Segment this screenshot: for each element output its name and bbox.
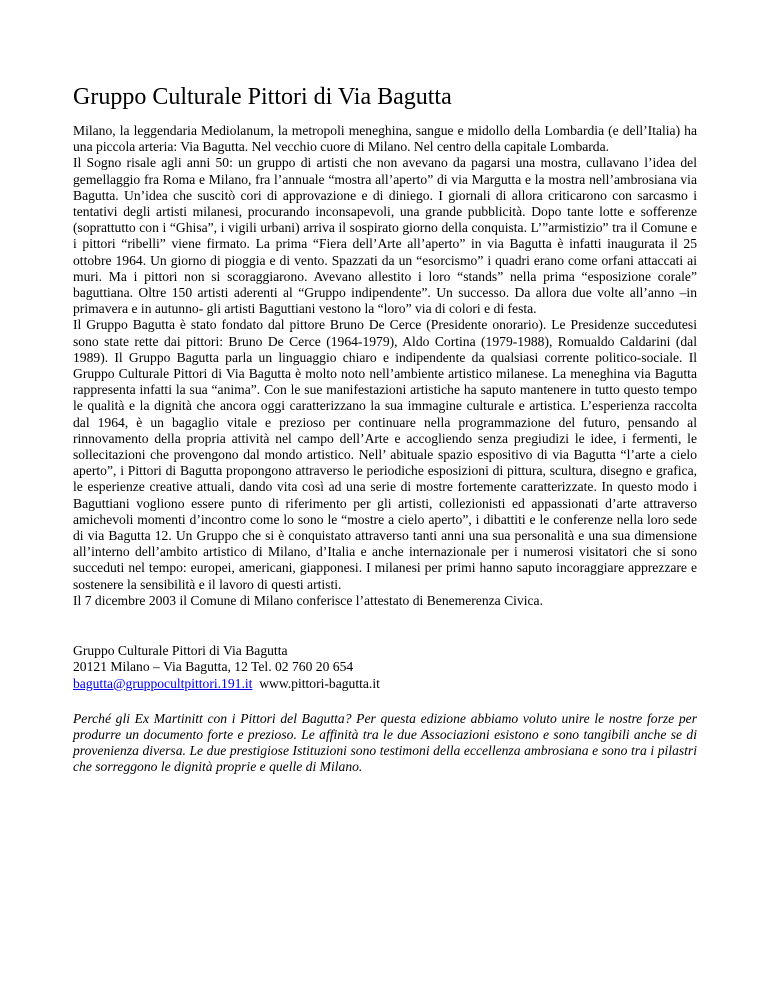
website-text: www.pittori-bagutta.it <box>259 675 380 691</box>
document-title: Gruppo Culturale Pittori di Via Bagutta <box>73 84 452 110</box>
email-link[interactable]: bagutta@gruppocultpittori.191.it <box>73 675 253 691</box>
paragraph-award: Il 7 dicembre 2003 il Comune di Milano conferisce l’attestato di Benemerenza Civica. <box>73 592 543 608</box>
contact-address: 20121 Milano – Via Bagutta, 12 Tel. 02 760 20 654 <box>73 659 354 675</box>
closing-paragraph: Perché gli Ex Martinitt con i Pittori del Bagutta? Per questa edizione abbiamo voluto unire le nostre forze per produrre un documento forte e prezioso. Le affinità tra le due Associazioni esistono e sono tangibili anche se di provenienza diversa. Le due prestigiose Istituzioni sono testimoni della eccellenza ambrosiana e sono tra i pilastri che sorreggono le dignità proprie e quelle di Milano. <box>73 710 697 775</box>
document-page <box>73 82 697 776</box>
paragraph-intro: Milano, la leggendaria Mediolanum, la metropoli meneghina, sangue e midollo della Lombardia (e dell’Italia) ha una piccola arteria: Via Bagutta. Nel vecchio cuore di Milano. Nel centro della capitale Lombarda. <box>73 123 697 155</box>
paragraph-group: Il Gruppo Bagutta è stato fondato dal pittore Bruno De Cerce (Presidente onorario). Le Presidenze succedutesi sono state rette dai pittori: Bruno De Cerce (1964-1979), Aldo Cortina (1979-1988), Romualdo Caldarini (dal 1989). Il Gruppo Bagutta parla un linguaggio chiaro e indipendente da qualsiasi corrente politico-sociale. Il Gruppo Culturale Pittori di Via Bagutta è molto noto nell’ambiente artistico milanese. La meneghina via Bagutta rappresenta infatti la sua “anima”. Con le sue manifestazioni artistiche ha saputo mantenere in tutto questo tempo le qualità e la dignità che ancora oggi caratterizzano la sua immagine culturale e artistica. L’esperienza raccolta dal 1964, è un bagaglio vitale e prezioso per continuare nella programmazione del futuro, pensando al rinnovamento della propria attività nel campo dell’Arte e accogliendo senza pregiudizi le idee, i fermenti, le sollecitazioni che provengono dal mondo artistico. Nell’ abituale spazio espositivo di via Bagutta “l’arte a cielo aperto”, i Pittori di Bagutta propongono attraverso le periodiche esposizioni di pittura, scultura, disegno e grafica, le esperienze creative attuali, dando vita così ad una serie di mostre fortemente caratterizzate. In questo modo i Baguttiani vogliono essere punto di riferimento per gli artisti, collezionisti ed appassionati d’arte attraverso amichevoli momenti d’incontro come lo sono le “mostre a cielo aperto”, i dibattiti e le conferenze nella loro sede di via Bagutta 12. Un Gruppo che si è conquistato attraverso tanti anni una sua personalità e una sua dimensione all’interno dell’ambito artistico di Milano, d’Italia e anche internazionale per i numerosi visitatori che si sono succeduti nel tempo: europei, americani, giapponesi. I milanesi per primi hanno saputo incoraggiare apprezzare e sostenere la sensibilità e il lavoro di questi artisti. <box>73 317 697 592</box>
contact-links <box>73 676 697 692</box>
contact-name: Gruppo Culturale Pittori di Via Bagutta <box>73 643 288 659</box>
closing-block <box>73 711 697 776</box>
document-body <box>73 123 697 609</box>
paragraph-history: Il Sogno risale agli anni 50: un gruppo di artisti che non avevano da pagarsi una mostra, cullavano l’idea del gemellaggio fra Roma e Milano, fra l’annuale “mostra all’aperto” di via Margutta e la mostra nell’ambrosiana via Bagutta. Un’idea che suscitò cori di approvazione e di diniego. I giornali di allora criticarono con sarcasmo i tentativi degli artisti milanesi, procurando inconsapevoli, una grande pubblicità. Dopo tante lotte e sofferenze (soprattutto con i “Ghisa”, i vigili urbani) arriva il sospirato giorno della conquista. L’”armistizio” tra il Comune e i pittori “ribelli” viene firmato. La prima “Fiera dell’Arte all’aperto” in via Bagutta è infatti inaugurata il 25 ottobre 1964. Un giorno di pioggia e di vento. Spazzati da un “esorcismo” i quadri erano come orfani attaccati ai muri. Ma i pittori non si scoraggiarono. Avevano allestito i loro “stands” nella prima “esposizione corale” baguttiana. Oltre 150 artisti aderenti al “Gruppo indipendente”. Un successo. Da allora due volte all’anno –in primavera e in autunno- gli artisti Baguttiani vestono la “loro” via di colori e di festa. <box>73 155 697 317</box>
contact-block <box>73 643 697 692</box>
